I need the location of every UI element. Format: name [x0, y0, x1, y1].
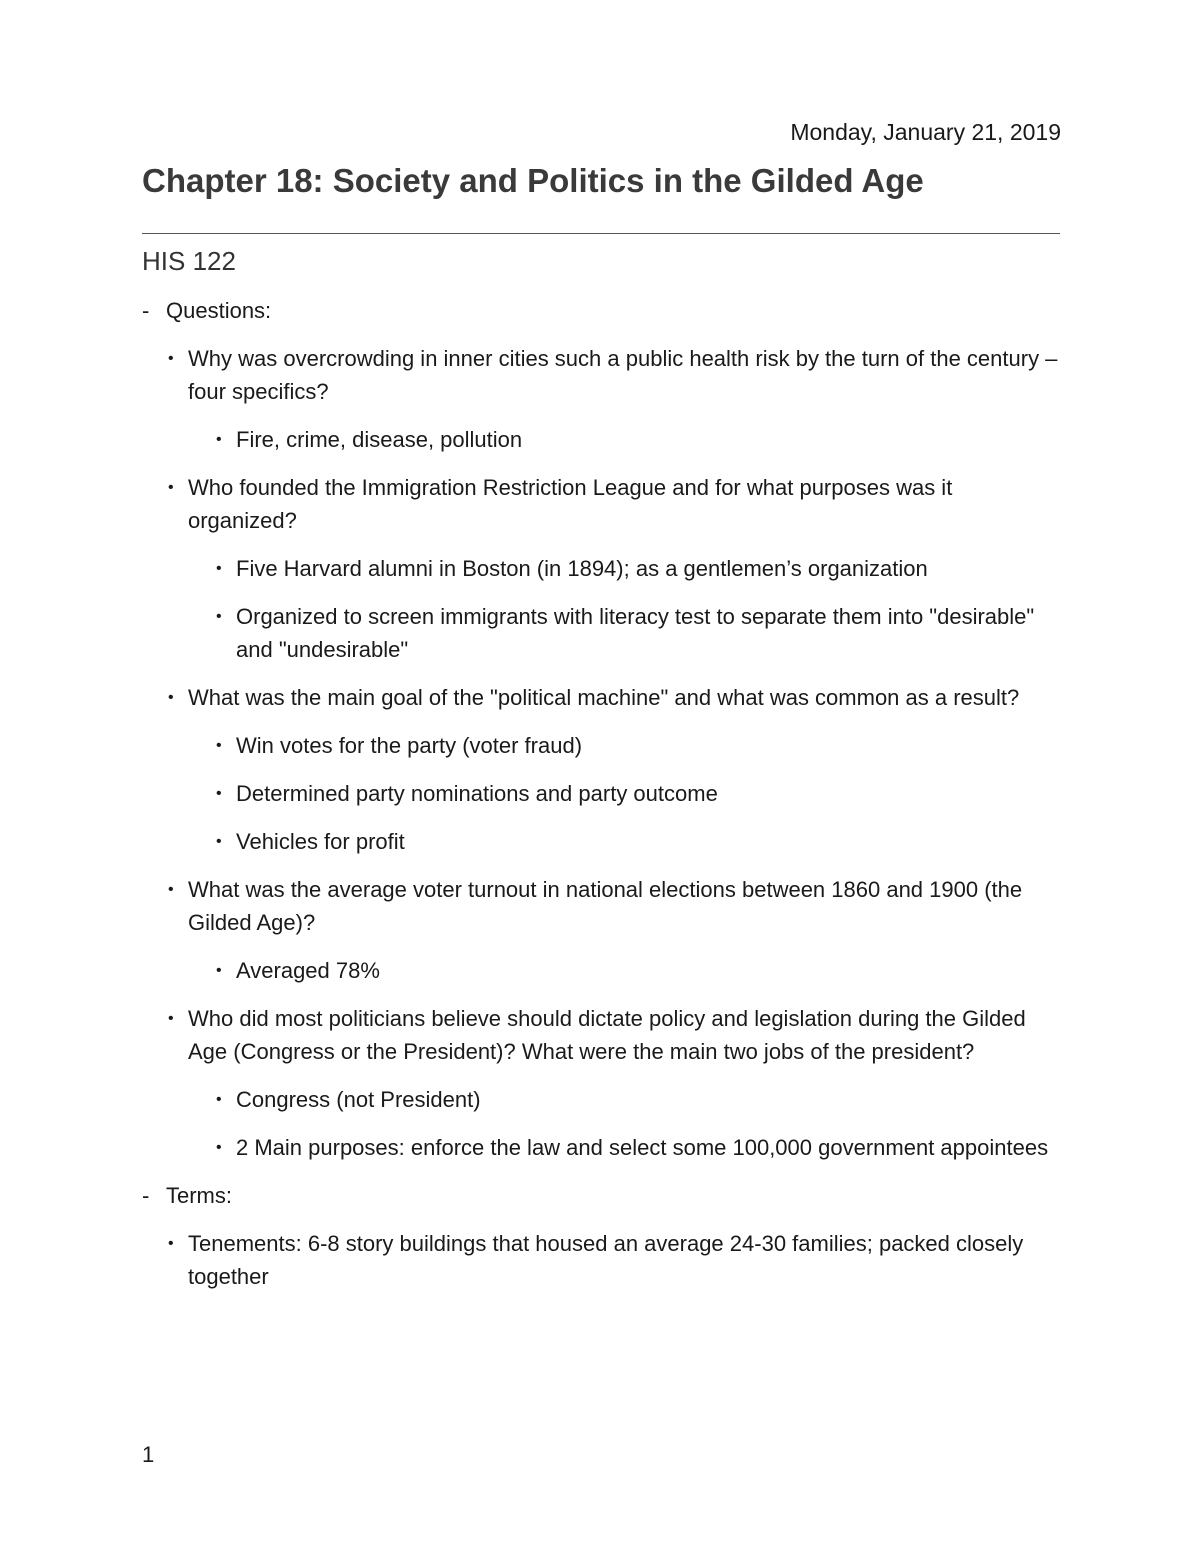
question-text: Who did most politicians believe should dictate policy and legislation during the Gilded Age (Congress or the President)? What were the main two jobs of the president? [188, 1006, 1026, 1064]
answer-item [142, 552, 1060, 585]
page-title: Chapter 18: Society and Politics in the Gilded Age [142, 162, 924, 199]
notes-body [142, 294, 1060, 1308]
question-item [142, 342, 1060, 408]
question-item [142, 471, 1060, 537]
question-text: Why was overcrowding in inner cities such a public health risk by the turn of the century – four specifics? [188, 346, 1058, 404]
term-text: Tenements: 6-8 story buildings that housed an average 24-30 families; packed closely together [188, 1231, 1024, 1289]
bullet-marker: • [168, 350, 174, 367]
section-heading-label: Questions: [166, 298, 272, 323]
question-text: What was the average voter turnout in national elections between 1860 and 1900 (the Gilded Age)? [188, 877, 1023, 935]
section-heading-label: Terms: [166, 1183, 232, 1208]
document-date: Monday, January 21, 2019 [790, 119, 1061, 145]
answer-text: Congress (not President) [236, 1087, 481, 1112]
page-number: 1 [142, 1442, 155, 1467]
bullet-marker: • [216, 1091, 222, 1108]
term-item [142, 1227, 1060, 1293]
dash-marker: - [142, 298, 150, 323]
answer-text: Vehicles for profit [236, 829, 405, 854]
bullet-marker: • [216, 608, 222, 625]
question-text: What was the main goal of the "political machine" and what was common as a result? [188, 685, 1020, 710]
dash-marker: - [142, 1183, 150, 1208]
question-item [142, 1002, 1060, 1068]
answer-text: Fire, crime, disease, pollution [236, 427, 523, 452]
bullet-marker: • [168, 1010, 174, 1027]
answer-text: Determined party nominations and party outcome [236, 781, 718, 806]
answer-text: Organized to screen immigrants with literacy test to separate them into "desirable" and "undesirable" [236, 604, 1035, 662]
bullet-marker: • [216, 737, 222, 754]
answer-item [142, 1083, 1060, 1116]
answer-text: Five Harvard alumni in Boston (in 1894); as a gentlemen’s organization [236, 556, 928, 581]
question-item [142, 681, 1060, 714]
answer-item [142, 825, 1060, 858]
question-text: Who founded the Immigration Restriction League and for what purposes was it organized? [188, 475, 953, 533]
question-item [142, 873, 1060, 939]
answer-item [142, 600, 1060, 666]
bullet-marker: • [216, 431, 222, 448]
bullet-marker: • [168, 479, 174, 496]
bullet-marker: • [168, 1235, 174, 1252]
answer-text: Win votes for the party (voter fraud) [236, 733, 583, 758]
bullet-marker: • [216, 1139, 222, 1156]
bullet-marker: • [168, 881, 174, 898]
section-heading-terms [142, 1179, 1060, 1212]
answer-text: 2 Main purposes: enforce the law and select some 100,000 government appointees [236, 1135, 1049, 1160]
answer-item [142, 423, 1060, 456]
answer-item [142, 1131, 1060, 1164]
section-heading-questions [142, 294, 1060, 327]
title-divider [142, 233, 1060, 234]
answer-item [142, 954, 1060, 987]
bullet-marker: • [216, 785, 222, 802]
course-code: HIS 122 [142, 246, 236, 276]
answer-text: Averaged 78% [236, 958, 380, 983]
answer-item [142, 777, 1060, 810]
bullet-marker: • [216, 560, 222, 577]
bullet-marker: • [168, 689, 174, 706]
bullet-marker: • [216, 833, 222, 850]
bullet-marker: • [216, 962, 222, 979]
answer-item [142, 729, 1060, 762]
